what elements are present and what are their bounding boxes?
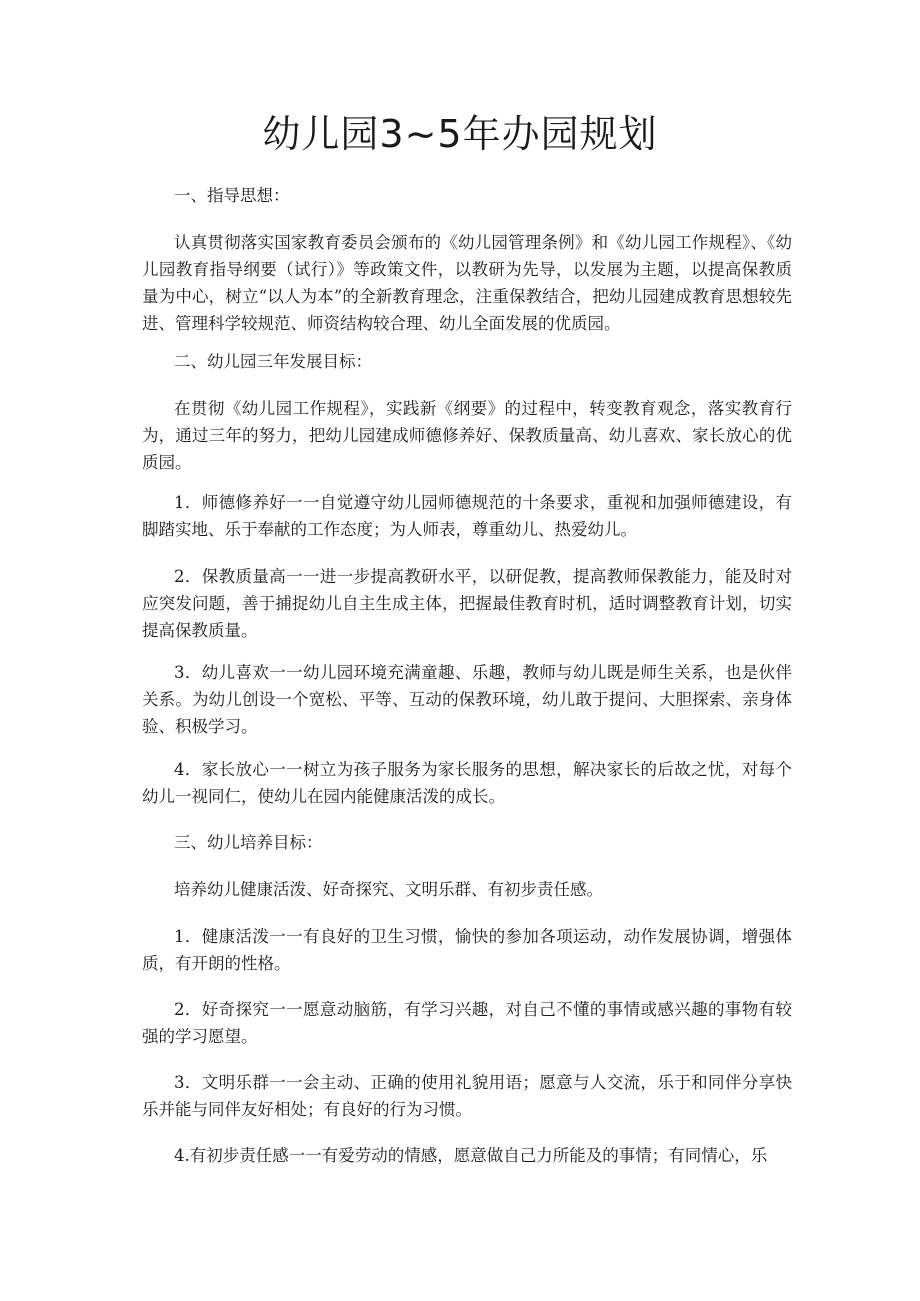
document-title: 幼儿园3~5年办园规划 <box>262 112 658 156</box>
list-item-civilized-sociable: 3．文明乐群一一会主动、正确的使用礼貌用语；愿意与人交流，乐于和同伴分享快乐并能与同伴友好相处；有良好的行为习惯。 <box>142 1073 792 1119</box>
paragraph-guiding-ideology: 认真贯彻落实国家教育委员会颁布的《幼儿园管理条例》和《幼儿园工作规程》、《幼儿园教育指导纲要（试行）》等政策文件，以教研为先导，以发展为主题，以提高保教质量为中心，树立“以人为本”的全新教育理念，注重保教结合，把幼儿园建成教育思想较先进、管理科学较规范、师资结构较合理、幼儿全面发展的优质园。 <box>142 233 792 333</box>
list-item-parents-assured: 4．家长放心一一树立为孩子服务为家长服务的思想，解决家长的后故之忧，对每个幼儿一视同仁，使幼儿在园内能健康活泼的成长。 <box>142 760 792 806</box>
paragraph-three-year-goals: 在贯彻《幼儿园工作规程》，实践新《纲要》的过程中，转变教育观念，落实教育行为，通过三年的努力，把幼儿园建成师德修养好、保教质量高、幼儿喜欢、家长放心的优质园。 <box>142 399 792 472</box>
list-item-curious-exploring: 2．好奇探究一一愿意动脑筋，有学习兴趣，对自己不懂的事情或感兴趣的事物有较强的学习愿望。 <box>142 1000 792 1046</box>
list-item-teacher-ethics: 1．师德修养好一一自觉遵守幼儿园师德规范的十条要求，重视和加强师德建设，有脚踏实地、乐于奉献的工作态度；为人师表，尊重幼儿、热爱幼儿。 <box>142 493 792 539</box>
paragraph-child-training-goals: 培养幼儿健康活泼、好奇探究、文明乐群、有初步责任感。 <box>174 880 603 899</box>
section-heading-three-year-goals: 二、幼儿园三年发展目标： <box>174 352 372 371</box>
list-item-responsibility: 4.有初步责任感一一有爱劳动的情感，愿意做自己力所能及的事情；有同情心，乐 <box>174 1146 768 1165</box>
list-item-education-quality: 2．保教质量高一一进一步提高教研水平，以研促教，提高教师保教能力，能及时对应突发问题，善于捕捉幼儿自主生成主体，把握最佳教育时机，适时调整教育计划，切实提高保教质量。 <box>142 567 792 640</box>
list-item-children-like: 3．幼儿喜欢一一幼儿园环境充满童趣、乐趣，教师与幼儿既是师生关系，也是伙伴关系。为幼儿创设一个宽松、平等、互动的保教环境，幼儿敢于提问、大胆探索、亲身体验、积极学习。 <box>142 663 792 736</box>
section-heading-child-training-goals: 三、幼儿培养目标： <box>174 833 323 852</box>
list-item-healthy-lively: 1．健康活泼一一有良好的卫生习惯，愉快的参加各项运动，动作发展协调，增强体质，有开朗的性格。 <box>142 927 792 973</box>
section-heading-guiding-ideology: 一、指导思想： <box>174 186 290 205</box>
